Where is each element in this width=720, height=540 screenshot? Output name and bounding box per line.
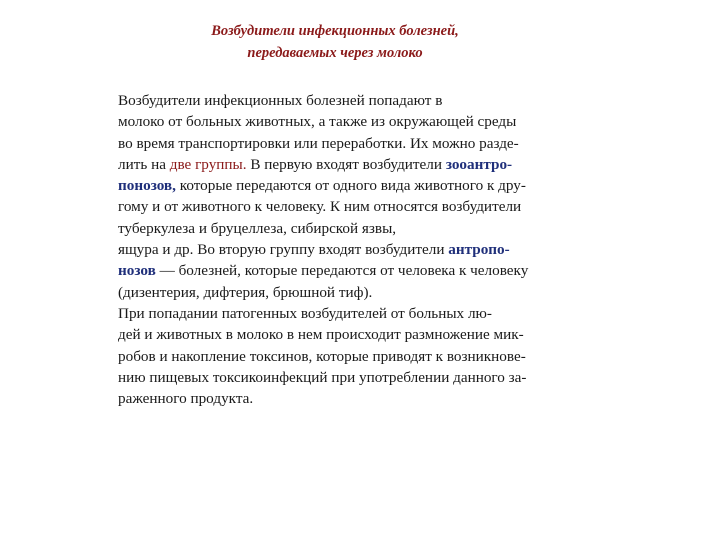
highlight-two-groups: две группы. — [169, 155, 247, 173]
text-segment: ящура и др. Во вторую группу входят возбудители — [118, 241, 449, 259]
title-line-2: передаваемых через молоко — [247, 45, 423, 61]
text-line: молоко от больных животных, а также из окружающей среды — [118, 113, 517, 131]
text-segment: которые передаются от одного вида животного к дру- — [175, 177, 526, 195]
text-line: во время транспортировки или переработки. Их можно разде- — [118, 134, 519, 152]
text-line: робов и накопление токсинов, которые приводят к возникнове- — [118, 347, 526, 365]
text-line — [118, 260, 618, 281]
title-line-1: Возбудители инфекционных болезней, — [211, 23, 459, 39]
text-line — [118, 154, 618, 175]
highlight-zooanthroponoses: зооантро- — [445, 155, 513, 173]
text-line: дей и животных в молоко в нем происходит размножение мик- — [118, 326, 524, 344]
highlight-anthroponoses: антропо- — [448, 241, 510, 259]
text-segment: лить на — [118, 155, 170, 173]
text-segment: В первую входят возбудители — [246, 155, 446, 173]
body-paragraph — [118, 90, 618, 409]
highlight-zooanthroponoses-cont: понозов, — [118, 177, 176, 195]
text-line: раженного продукта. — [118, 390, 254, 408]
text-line: нию пищевых токсикоинфекций при употреблении данного за- — [118, 368, 527, 386]
slide-title — [150, 20, 520, 64]
text-line — [118, 175, 618, 196]
text-line: гому и от животного к человеку. К ним относятся возбудители — [118, 198, 522, 216]
text-segment: — болезней, которые передаются от человека к человеку — [155, 262, 529, 280]
text-line — [118, 239, 618, 260]
text-line: туберкулеза и бруцеллеза, сибирской язвы, — [118, 219, 397, 237]
text-line: При попадании патогенных возбудителей от больных лю- — [118, 304, 492, 322]
highlight-anthroponoses-cont: нозов — [118, 262, 156, 280]
text-line: Возбудители инфекционных болезней попадают в — [118, 92, 443, 109]
text-line: (дизентерия, дифтерия, брюшной тиф). — [118, 283, 373, 301]
